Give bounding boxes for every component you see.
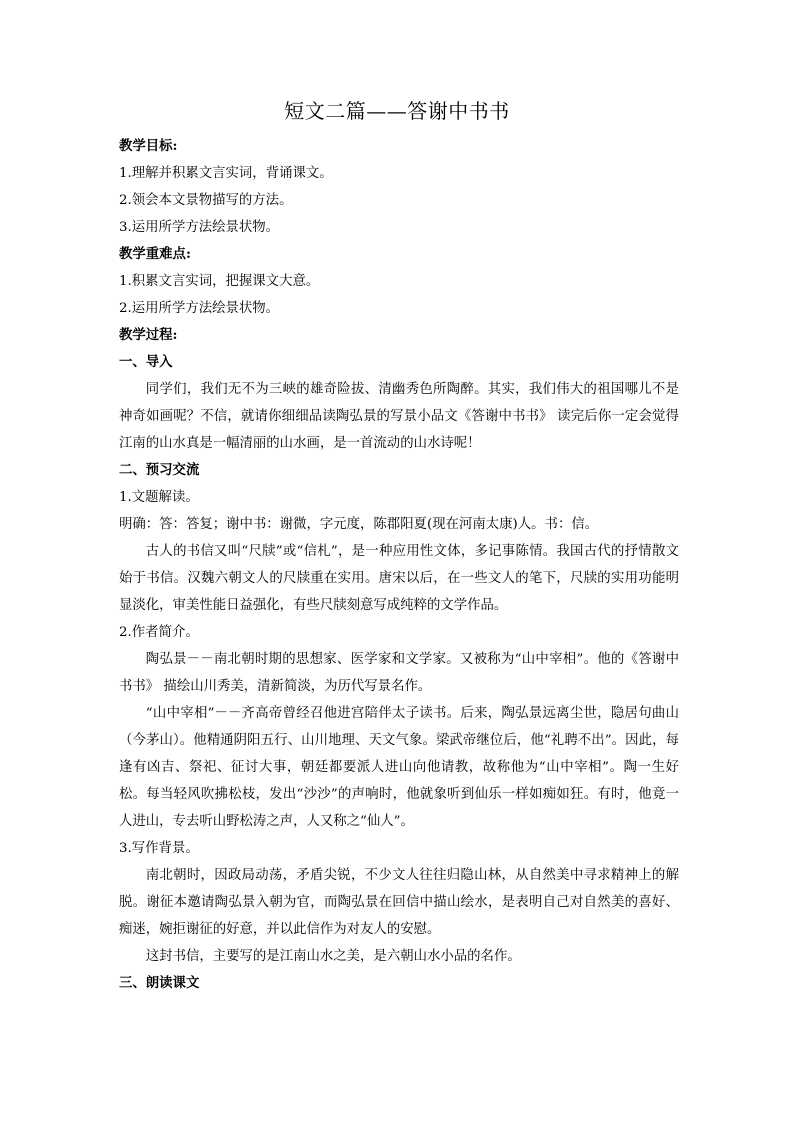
author-paragraph: 陶弘景－－南北朝时期的思想家、医学家和文学家。又被称为“山中宰相”。他的《答谢中书书》 描绘山川秀美，清新简淡，为历代写景名作。	[119, 652, 679, 694]
letter-genre-paragraph: 古人的书信又叫“尺牍”或“信札”，是一种应用性文体，多记事陈情。我国古代的抒情散文始于书信。汉魏六朝文人的尺牍重在实用。唐宋以后，在一些文人的笔下，尺牍的实用功能明显淡化，审美性能日益强化，有些尺牍刻意写成纯粹的文学作品。	[119, 544, 679, 613]
process-heading: 教学过程:	[119, 327, 178, 343]
mountain-chancellor-paragraph: “山中宰相”－－齐高帝曾经召他进宫陪伴太子读书。后来，陶弘景远离尘世，隐居句曲山（今茅山）。他精通阴阳五行、山川地理、天文气象。梁武帝继位后，他“礼聘不出”。因此，每逢有凶吉、祭祀、征讨大事，朝廷都要派人进山向他请教，故称他为“山中宰相”。陶一生好松。每当轻风吹拂松枝，发出“沙沙”的声响时，他就象听到仙乐一样如痴如狂。有时，他竟一人进山，专去听山野松涛之声，人又称之“仙人”。	[119, 706, 679, 829]
objective-item: 2.领会本文景物描写的方法。	[119, 193, 293, 208]
objectives-heading: 教学目标:	[119, 138, 178, 154]
intro-paragraph: 同学们，我们无不为三峡的雄奇险拔、清幽秀色所陶醉。其实，我们伟大的祖国哪儿不是神奇如画呢？不信，就请你细细品读陶弘景的写景小品文《答谢中书书》 读完后你一定会觉得江南的山水真是一幅清丽的山水画，是一首流动的山水诗呢！	[119, 382, 679, 451]
title-explanation-line: 明确：答：答复；谢中书：谢微，字元度，陈郡阳夏(现在河南太康)人。书：信。	[119, 517, 599, 532]
section-heading-reading-aloud: 三、朗读课文	[119, 975, 200, 991]
item-heading-background: 3.写作背景。	[119, 841, 199, 856]
background-paragraph: 南北朝时，因政局动荡，矛盾尖锐，不少文人往往归隐山林，从自然美中寻求精神上的解脱。谢征本邀请陶弘景入朝为官，而陶弘景在回信中描山绘水，是表明自己对自然美的喜好、痴迷，婉拒谢征的好意，并以此信作为对友人的安慰。	[119, 868, 679, 937]
objective-item: 3.运用所学方法绘景状物。	[119, 220, 280, 235]
key-point-item: 2.运用所学方法绘景状物。	[119, 301, 280, 316]
document-body	[119, 133, 679, 997]
item-heading-title-reading: 1.文题解读。	[119, 490, 199, 505]
key-point-item: 1.积累文言实词，把握课文大意。	[119, 274, 320, 289]
section-heading-intro: 一、导入	[119, 354, 173, 370]
objective-item: 1.理解并积累文言实词，背诵课文。	[119, 166, 333, 181]
key-points-heading: 教学重难点:	[119, 246, 191, 262]
letter-summary-paragraph: 这封书信，主要写的是江南山水之美，是六朝山水小品的名作。	[145, 949, 521, 964]
document-title: 短文二篇——答谢中书书	[284, 99, 510, 123]
section-heading-preview: 二、预习交流	[119, 462, 200, 478]
item-heading-author: 2.作者简介。	[119, 625, 199, 640]
